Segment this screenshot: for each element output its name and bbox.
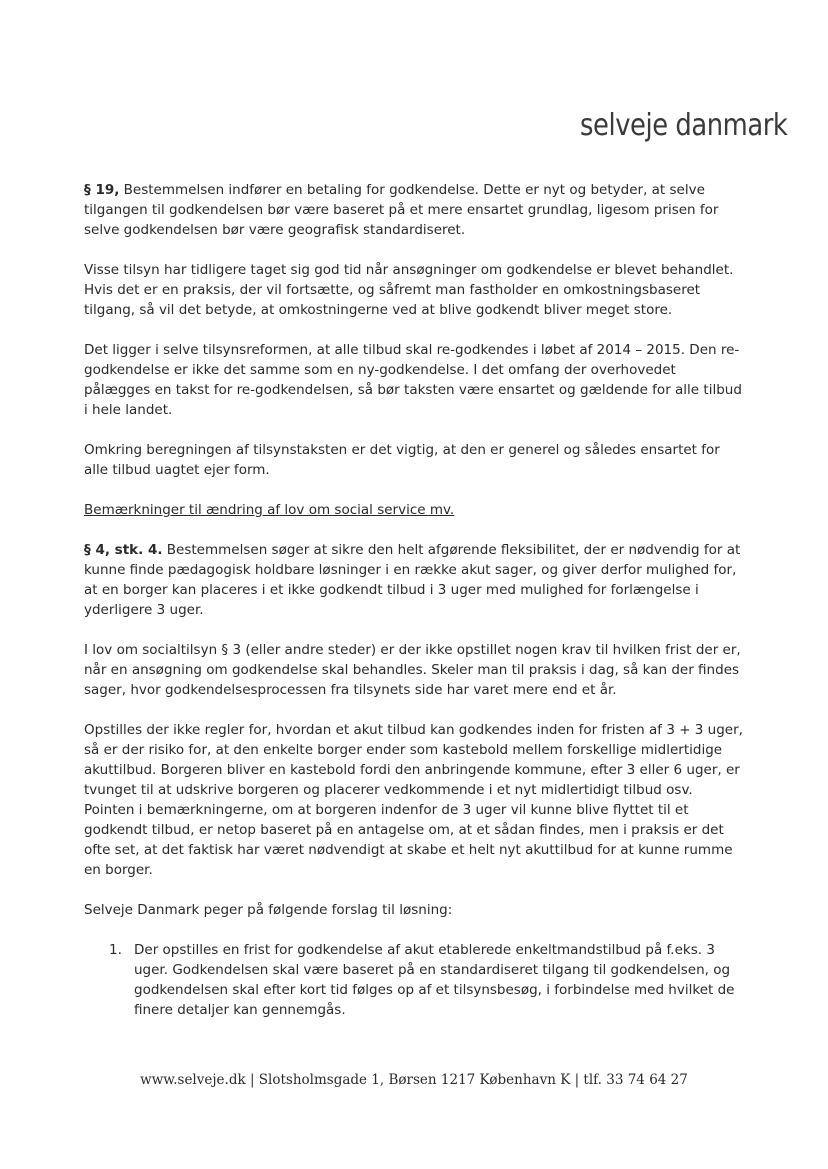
section-ref: § 19, xyxy=(84,182,120,198)
selveje-danmark-logo: selveje danmark xyxy=(580,108,788,143)
document-body xyxy=(84,180,744,1020)
paragraph: Selveje Danmark peger på følgende forslag til løsning: xyxy=(84,902,453,918)
paragraph-19 xyxy=(84,180,744,240)
proposal-list xyxy=(84,940,744,1020)
paragraph-text: Bestemmelsen søger at sikre den helt afgørende fleksibilitet, der er nødvendig for at kunne finde pædagogisk holdbare løsninger i en række akut sager, og giver derfor mulighed for, at en borger kan placeres i et ikke godkendt tilbud i 3 uger med mulighed for forlængelse i yderligere 3 uger. xyxy=(84,542,741,618)
paragraph-text: Bestemmelsen indfører en betaling for godkendelse. Dette er nyt og betyder, at selve tilgangen til godkendelsen bør være baseret på et mere ensartet grundlag, ligesom prisen for selve godkendelsen bør være geografisk standardiseret. xyxy=(84,182,719,238)
footer-contact: www.selveje.dk | Slotsholmsgade 1, Børsen 1217 København K | tlf. 33 74 64 27 xyxy=(140,1072,688,1088)
list-item-text: Der opstilles en frist for godkendelse af akut etablerede enkeltmandstilbud på f.eks. 3 uger. Godkendelsen skal være baseret på en standardiseret tilgang til godkendelsen, og godkendelsen skal efter kort tid følges op af et tilsynsbesøg, i forbindelse med hvilket de finere detaljer kan gennemgås. xyxy=(134,942,735,1018)
paragraph: I lov om socialtilsyn § 3 (eller andre steder) er der ikke opstillet nogen krav til hvilken frist der er, når en ansøgning om godkendelse skal behandles. Skeler man til praksis i dag, så kan der findes sager, hvor godkendelsesprocessen fra tilsynets side har varet mere end et år. xyxy=(84,642,741,698)
list-number: 1. xyxy=(109,942,122,958)
list-item xyxy=(84,940,744,1020)
paragraph: Opstilles der ikke regler for, hvordan et akut tilbud kan godkendes inden for fristen af 3 + 3 uger, så er der risiko for, at den enkelte borger ender som kastebold mellem forskellige midlertidige akuttilbud. Borgeren bliver en kastebold fordi den anbringende kommune, efter 3 eller 6 uger, er tvunget til at udskrive borgeren og placerer vedkommende i et nyt midlertidigt tilbud osv. Pointen i bemærkningerne, om at borgeren indenfor de 3 uger vil kunne blive flyttet til et godkendt tilbud, er netop baseret på en antagelse om, at et sådan findes, men i praksis er det ofte set, at det faktisk har været nødvendigt at skabe et helt nyt akuttilbud for at kunne rumme en borger. xyxy=(84,722,743,878)
section-heading: Bemærkninger til ændring af lov om social service mv. xyxy=(84,502,455,518)
section-ref: § 4, stk. 4. xyxy=(84,542,163,558)
paragraph: Visse tilsyn har tidligere taget sig god tid når ansøgninger om godkendelse er blevet behandlet. Hvis det er en praksis, der vil fortsætte, og såfremt man fastholder en omkostningsbaseret tilgang, så vil det betyde, at omkostningerne ved at blive godkendt bliver meget store. xyxy=(84,262,734,318)
paragraph: Omkring beregningen af tilsynstaksten er det vigtig, at den er generel og således ensartet for alle tilbud uagtet ejer form. xyxy=(84,442,720,478)
paragraph-4-4 xyxy=(84,540,744,620)
paragraph: Det ligger i selve tilsynsreformen, at alle tilbud skal re-godkendes i løbet af 2014 – 2015. Den re-godkendelse er ikke det samme som en ny-godkendelse. I det omfang der overhovedet pålægges en takst for re-godkendelsen, så bør taksten være ensartet og gældende for alle tilbud i hele landet. xyxy=(84,342,742,418)
